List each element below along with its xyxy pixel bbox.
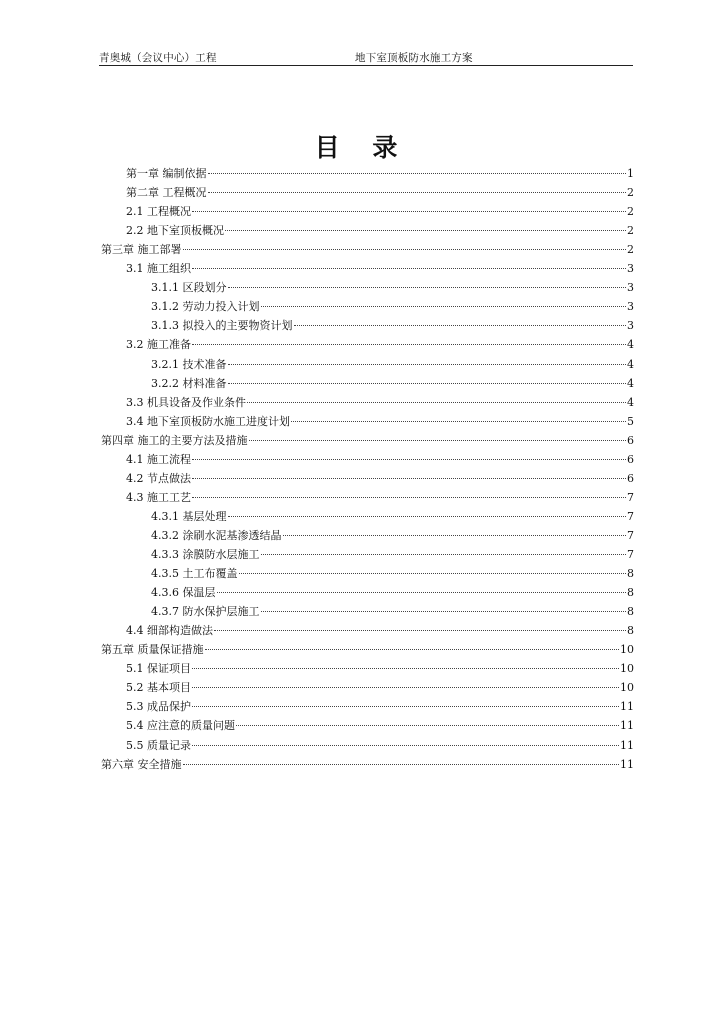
toc-entry-page-number: 2 — [627, 243, 634, 256]
toc-entry[interactable] — [151, 528, 634, 544]
toc-entry-page-number: 2 — [627, 224, 634, 237]
toc-entry[interactable] — [101, 757, 634, 773]
toc-entry-page-number: 3 — [627, 262, 634, 275]
toc-entry-title: 4.3.2 涂刷水泥基渗透结晶 — [151, 529, 282, 542]
toc-entry-page-number: 10 — [620, 662, 634, 675]
toc-entry[interactable] — [126, 185, 634, 201]
toc-entry[interactable] — [126, 261, 634, 277]
toc-entry-page-number: 4 — [627, 358, 634, 371]
toc-entry-title: 5.2 基本项目 — [126, 681, 191, 694]
toc-entry-page-number: 6 — [627, 434, 634, 447]
toc-entry[interactable] — [101, 642, 634, 658]
toc-dot-leader — [228, 363, 627, 365]
toc-entry-title: 4.4 细部构造做法 — [126, 624, 213, 637]
toc-dot-leader — [208, 172, 627, 174]
toc-entry[interactable] — [126, 337, 634, 353]
toc-dot-leader — [291, 420, 626, 422]
toc-entry[interactable] — [126, 452, 634, 468]
header-document-title: 地下室顶板防水施工方案 — [355, 52, 473, 64]
toc-entry[interactable] — [126, 699, 634, 715]
toc-entry-title: 3.1 施工组织 — [126, 262, 191, 275]
toc-entry-title: 3.2.1 技术准备 — [151, 358, 227, 371]
toc-dot-leader — [214, 629, 626, 631]
toc-entry-page-number: 7 — [627, 548, 634, 561]
toc-dot-leader — [249, 439, 627, 441]
toc-entry-page-number: 8 — [627, 567, 634, 580]
toc-entry[interactable] — [151, 299, 634, 315]
toc-entry[interactable] — [101, 242, 634, 258]
toc-entry-page-number: 6 — [627, 453, 634, 466]
toc-entry[interactable] — [126, 223, 634, 239]
toc-entry[interactable] — [126, 204, 634, 220]
toc-dot-leader — [183, 763, 620, 765]
toc-entry-title: 3.2 施工准备 — [126, 338, 191, 351]
toc-entry[interactable] — [126, 623, 634, 639]
toc-entry-title: 3.1.3 拟投入的主要物资计划 — [151, 319, 293, 332]
toc-entry-page-number: 6 — [627, 472, 634, 485]
toc-entry[interactable] — [126, 414, 634, 430]
toc-entry-title: 4.3.3 涂膜防水层施工 — [151, 548, 260, 561]
toc-entry-title: 4.2 节点做法 — [126, 472, 191, 485]
toc-dot-leader — [192, 705, 619, 707]
toc-entry-title: 4.3.1 基层处理 — [151, 510, 227, 523]
toc-entry[interactable] — [151, 547, 634, 563]
toc-dot-leader — [183, 248, 627, 250]
toc-entry-title: 第四章 施工的主要方法及措施 — [101, 434, 248, 447]
toc-entry-page-number: 11 — [620, 700, 634, 713]
toc-dot-leader — [192, 343, 626, 345]
toc-entry-page-number: 2 — [627, 205, 634, 218]
toc-entry[interactable] — [126, 661, 634, 677]
toc-entry[interactable] — [151, 566, 634, 582]
toc-entry-page-number: 2 — [627, 186, 634, 199]
toc-entry-title: 5.4 应注意的质量问题 — [126, 719, 235, 732]
toc-entry[interactable] — [151, 376, 634, 392]
toc-dot-leader — [192, 477, 626, 479]
toc-entry-title: 第二章 工程概况 — [126, 186, 207, 199]
toc-entry[interactable] — [126, 471, 634, 487]
toc-entry-title: 2.1 工程概况 — [126, 205, 191, 218]
toc-dot-leader — [192, 210, 626, 212]
toc-entry[interactable] — [126, 166, 634, 182]
toc-entry-title: 3.2.2 材料准备 — [151, 377, 227, 390]
toc-entry-page-number: 11 — [620, 719, 634, 732]
toc-entry-title: 5.1 保证项目 — [126, 662, 191, 675]
toc-dot-leader — [261, 553, 627, 555]
toc-title: 目 录 — [314, 133, 410, 162]
toc-dot-leader — [228, 286, 627, 288]
toc-entry-title: 2.2 地下室顶板概况 — [126, 224, 224, 237]
toc-entry-title: 第三章 施工部署 — [101, 243, 182, 256]
toc-entry[interactable] — [151, 357, 634, 373]
toc-entry-page-number: 7 — [627, 529, 634, 542]
page-header — [99, 48, 633, 66]
toc-entry-page-number: 8 — [627, 605, 634, 618]
toc-entry-page-number: 7 — [627, 510, 634, 523]
toc-entry[interactable] — [126, 490, 634, 506]
toc-dot-leader — [192, 667, 619, 669]
toc-entry[interactable] — [151, 280, 634, 296]
header-project-name: 青奥城（会议中心）工程 — [99, 52, 217, 64]
toc-dot-leader — [205, 648, 620, 650]
toc-entry[interactable] — [151, 509, 634, 525]
toc-entry-title: 3.3 机具设备及作业条件 — [126, 396, 246, 409]
toc-dot-leader — [261, 305, 627, 307]
toc-entry-title: 3.1.1 区段划分 — [151, 281, 227, 294]
toc-dot-leader — [192, 744, 619, 746]
toc-entry-page-number: 10 — [620, 643, 634, 656]
toc-entry-page-number: 11 — [620, 739, 634, 752]
toc-dot-leader — [261, 610, 627, 612]
toc-entry[interactable] — [126, 680, 634, 696]
toc-entry-title: 5.3 成品保护 — [126, 700, 191, 713]
toc-entry-title: 第一章 编制依据 — [126, 167, 207, 180]
toc-entry-page-number: 4 — [627, 396, 634, 409]
toc-entry-page-number: 3 — [627, 300, 634, 313]
toc-entry-title: 3.4 地下室顶板防水施工进度计划 — [126, 415, 290, 428]
toc-entry-title: 第五章 质量保证措施 — [101, 643, 204, 656]
toc-dot-leader — [208, 191, 627, 193]
toc-dot-leader — [192, 686, 619, 688]
toc-dot-leader — [192, 496, 626, 498]
toc-entry[interactable] — [151, 585, 634, 601]
toc-dot-leader — [192, 267, 626, 269]
toc-dot-leader — [192, 458, 626, 460]
toc-dot-leader — [217, 591, 627, 593]
toc-dot-leader — [228, 515, 627, 517]
toc-entry[interactable] — [126, 738, 634, 754]
toc-dot-leader — [247, 401, 626, 403]
toc-entry-title: 4.1 施工流程 — [126, 453, 191, 466]
toc-entry-page-number: 8 — [627, 624, 634, 637]
toc-entry-page-number: 10 — [620, 681, 634, 694]
toc-entry-title: 4.3.7 防水保护层施工 — [151, 605, 260, 618]
toc-entry-page-number: 3 — [627, 281, 634, 294]
toc-entry-title: 5.5 质量记录 — [126, 739, 191, 752]
toc-entry-title: 3.1.2 劳动力投入计划 — [151, 300, 260, 313]
toc-entry[interactable] — [126, 395, 634, 411]
toc-entry-page-number: 4 — [627, 377, 634, 390]
toc-dot-leader — [225, 229, 626, 231]
toc-dot-leader — [283, 534, 627, 536]
toc-entry-title: 第六章 安全措施 — [101, 758, 182, 771]
toc-entry-page-number: 7 — [627, 491, 634, 504]
toc-dot-leader — [236, 724, 619, 726]
toc-entry-page-number: 11 — [620, 758, 634, 771]
toc-entry-title: 4.3.6 保温层 — [151, 586, 216, 599]
toc-entry-title: 4.3 施工工艺 — [126, 491, 191, 504]
toc-entry-page-number: 8 — [627, 586, 634, 599]
toc-entry-title: 4.3.5 土工布覆盖 — [151, 567, 238, 580]
toc-dot-leader — [228, 382, 627, 384]
toc-entry-page-number: 1 — [627, 167, 634, 180]
toc-entry-page-number: 3 — [627, 319, 634, 332]
toc-entry[interactable] — [151, 318, 634, 334]
toc-entry[interactable] — [126, 718, 634, 734]
toc-dot-leader — [294, 324, 627, 326]
toc-entry-page-number: 4 — [627, 338, 634, 351]
toc-entry[interactable] — [101, 433, 634, 449]
toc-dot-leader — [239, 572, 627, 574]
toc-entry[interactable] — [151, 604, 634, 620]
toc-entry-page-number: 5 — [627, 415, 634, 428]
